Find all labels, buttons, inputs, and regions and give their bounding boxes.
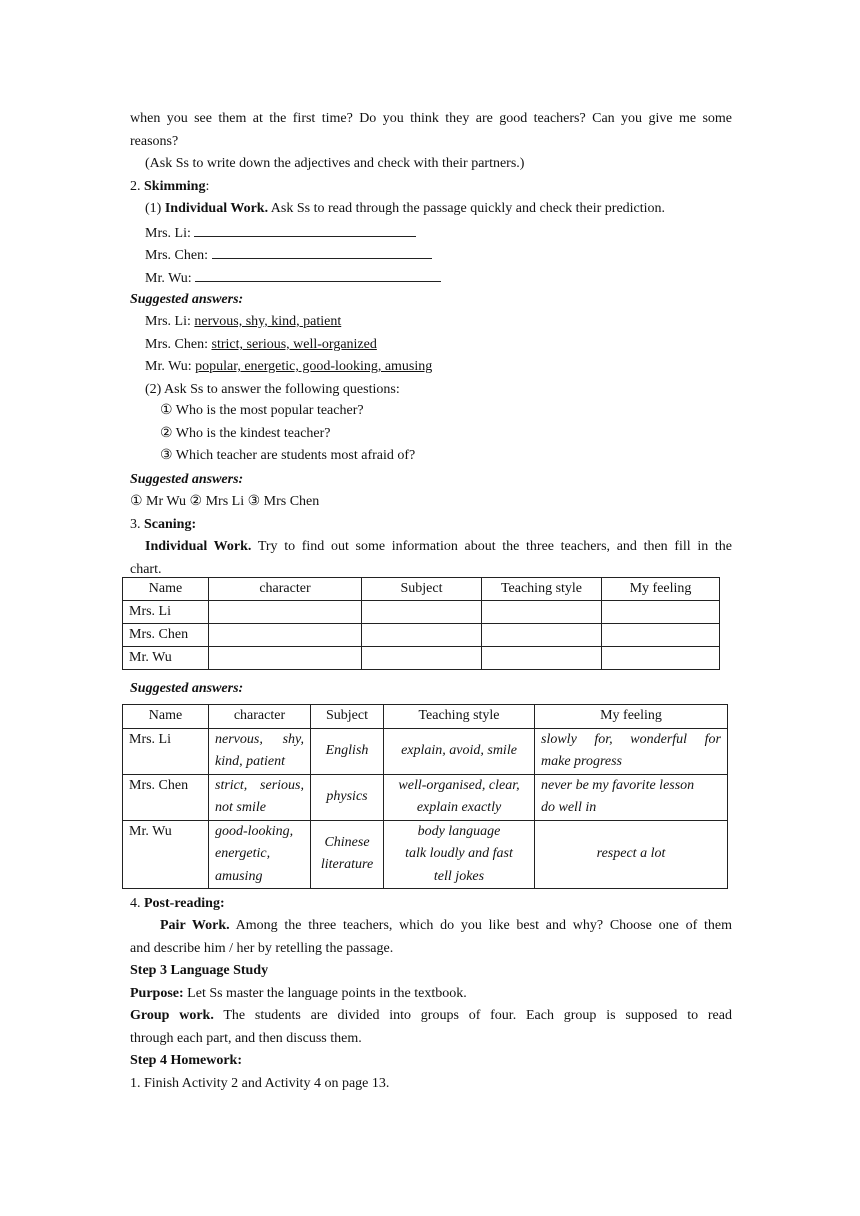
table-row [123,728,728,774]
intro-line-3: (Ask Ss to write down the adjectives and check with their partners.) [145,156,525,171]
cell-my-feeling: slowly for, wonderful for make progress [535,728,728,774]
cell-subject: Chinese literature [311,820,384,889]
scanning-heading: 3. Scaning: [130,517,197,532]
skimming-title: Skimming [144,179,206,194]
cell-teaching-style: explain, avoid, smile [384,728,535,774]
cell-teaching-style: body language talk loudly and fast tell jokes [384,820,535,889]
cell-teaching-style: well-organised, clear, explain exactly [384,774,535,820]
suggested-answers-label-2: Suggested answers: [130,472,244,487]
post-reading-line-1: Pair Work. Among the three teachers, which do you like best and why? Choose one of them [160,918,732,933]
empty-cell[interactable] [362,647,482,670]
post-reading-title: Post-reading: [144,896,225,911]
cell-character: nervous, shy, kind, patient [209,728,311,774]
purpose-line: Purpose: Let Ss master the language points in the textbook. [130,986,467,1001]
empty-cell[interactable] [602,601,720,624]
header-name: Name [123,705,209,729]
header-my-feeling: My feeling [535,705,728,729]
intro-line-1: when you see them at the first time? Do you think they are good teachers? Can you give me some [130,111,732,126]
table-row [123,647,720,670]
blank-line-mrs-chen: Mrs. Chen: [145,245,432,265]
empty-cell[interactable] [602,624,720,647]
header-character: character [209,705,311,729]
answer-mrs-chen: Mrs. Chen: strict, serious, well-organized [145,337,377,352]
post-reading-heading: 4. Post-reading: [130,896,225,911]
blank-line-mrs-li: Mrs. Li: [145,223,416,243]
empty-cell[interactable] [602,647,720,670]
answer-mrs-li: Mrs. Li: nervous, shy, kind, patient [145,314,342,329]
row-name: Mrs. Chen [123,624,209,647]
header-teaching-style: Teaching style [482,578,602,601]
header-subject: Subject [311,705,384,729]
cell-my-feeling: respect a lot [535,820,728,889]
table-row [123,774,728,820]
answer-table [122,704,728,889]
table-header-row [123,705,728,729]
header-name: Name [123,578,209,601]
empty-cell[interactable] [482,647,602,670]
empty-cell[interactable] [362,601,482,624]
empty-cell[interactable] [209,624,362,647]
blank-line-mr-wu: Mr. Wu: [145,268,441,288]
scanning-title: Scaning: [144,517,197,532]
empty-cell[interactable] [362,624,482,647]
question-3: ③ Which teacher are students most afraid of? [160,448,416,463]
step-4-title: Step 4 Homework: [130,1053,242,1068]
empty-cell[interactable] [209,647,362,670]
cell-character: good-looking, energetic, amusing [209,820,311,889]
scanning-instruction-line-1: Individual Work. Try to find out some information about the three teachers, and then fill in the [145,539,732,554]
answers-questions: ① Mr Wu ② Mrs Li ③ Mrs Chen [130,494,320,509]
cell-my-feeling: never be my favorite lesson do well in [535,774,728,820]
header-my-feeling: My feeling [602,578,720,601]
header-character: character [209,578,362,601]
intro-line-2: reasons? [130,134,179,149]
row-name: Mrs. Li [123,601,209,624]
table-header-row [123,578,720,601]
group-work-line-1: Group work. The students are divided into groups of four. Each group is supposed to read [130,1008,732,1023]
cell-subject: English [311,728,384,774]
question-1: ① Who is the most popular teacher? [160,403,364,418]
empty-cell[interactable] [209,601,362,624]
cell-subject: physics [311,774,384,820]
empty-cell[interactable] [482,624,602,647]
row-name: Mrs. Chen [123,774,209,820]
row-name: Mrs. Li [123,728,209,774]
row-name: Mr. Wu [123,647,209,670]
skimming-task-1: (1) Individual Work. Ask Ss to read through the passage quickly and check their prediction. [145,201,666,216]
suggested-answers-label-3: Suggested answers: [130,681,244,696]
header-subject: Subject [362,578,482,601]
homework-item-1: 1. Finish Activity 2 and Activity 4 on page 13. [130,1076,390,1091]
question-2: ② Who is the kindest teacher? [160,426,331,441]
table-row [123,820,728,889]
answer-mr-wu: Mr. Wu: popular, energetic, good-looking, amusing [145,359,433,374]
table-row [123,624,720,647]
empty-cell[interactable] [482,601,602,624]
table-row [123,601,720,624]
skimming-task-2: (2) Ask Ss to answer the following questions: [145,382,400,397]
skimming-heading: 2. Skimming: [130,179,210,194]
empty-chart-table [122,577,720,670]
suggested-answers-label-1: Suggested answers: [130,292,244,307]
step-3-title: Step 3 Language Study [130,963,269,978]
group-work-line-2: through each part, and then discuss them. [130,1031,362,1046]
header-teaching-style: Teaching style [384,705,535,729]
cell-character: strict, serious, not smile [209,774,311,820]
row-name: Mr. Wu [123,820,209,889]
post-reading-line-2: and describe him / her by retelling the passage. [130,941,394,956]
scanning-instruction-line-2: chart. [130,562,162,577]
